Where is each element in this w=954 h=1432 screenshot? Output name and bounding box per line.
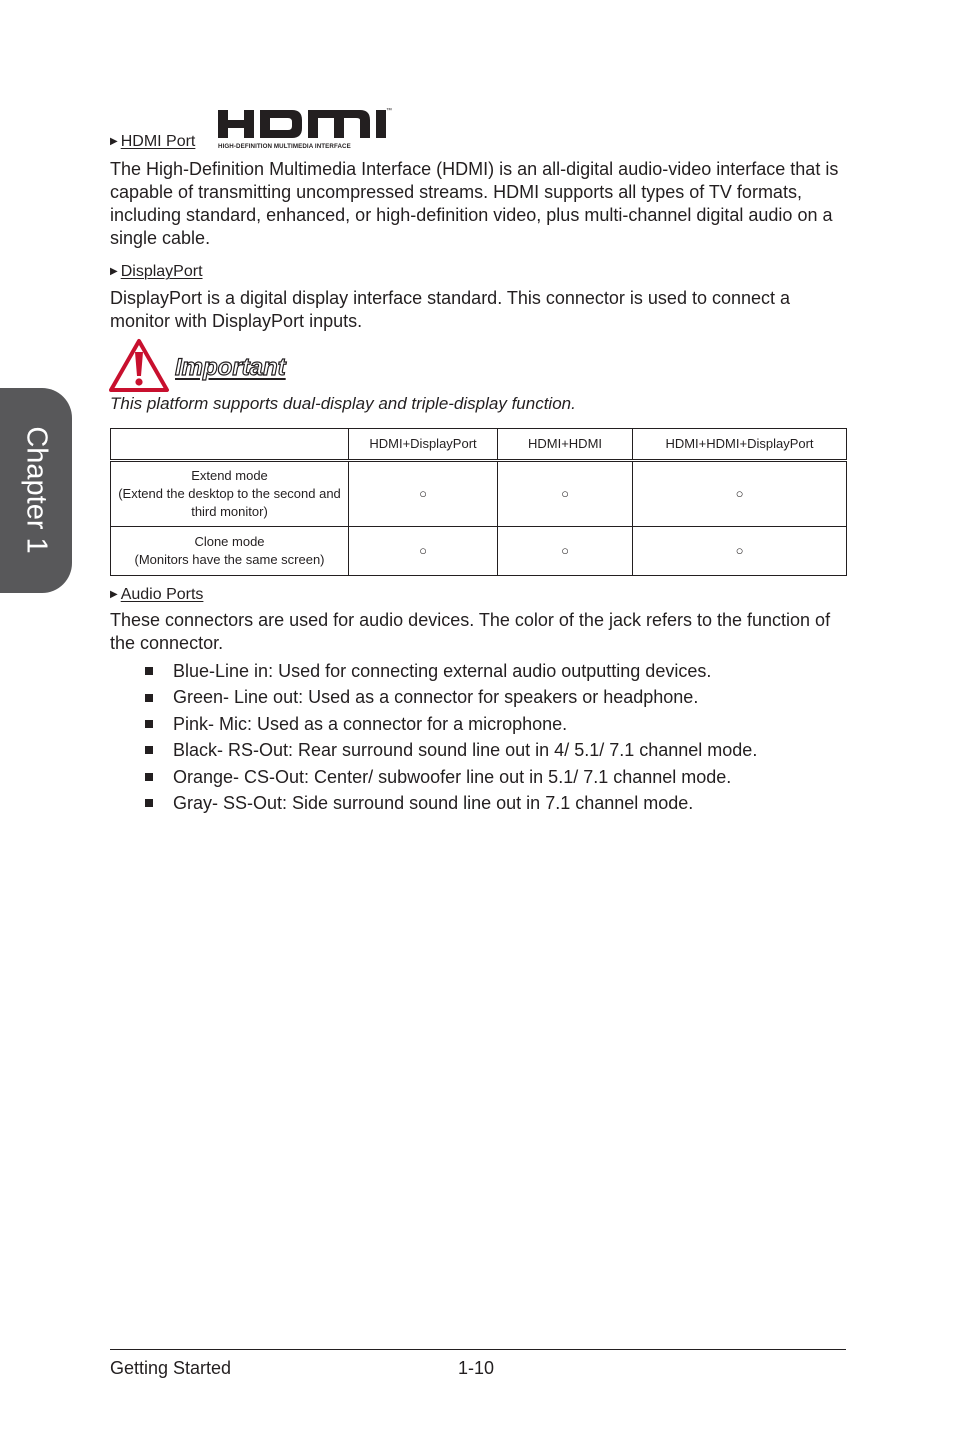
table-cell: ○ [349,461,498,527]
mode-name: Clone mode [194,534,265,549]
important-title: Important [175,354,286,381]
square-bullet-icon [145,773,153,781]
footer-section-title: Getting Started [110,1358,232,1378]
table-header-cell: HDMI+DisplayPort [349,429,498,461]
warning-triangle-icon [108,338,170,393]
list-item [140,737,757,763]
hdmi-logo-mark [216,108,398,144]
table-header-row [111,429,847,461]
list-item [140,684,757,710]
list-item-text: Orange- CS-Out: Center/ subwoofer line out in 5.1/ 7.1 channel mode. [173,766,732,787]
important-note: This platform supports dual-display and triple-display function. [110,394,576,413]
mode-name: Extend mode [191,468,268,483]
table-row-label [111,527,349,576]
displayport-heading-text: DisplayPort [120,263,203,280]
list-item-text: Pink- Mic: Used as a connector for a microphone. [173,713,568,734]
list-item [140,764,757,790]
audio-ports-heading [110,585,203,605]
hdmi-logo-tagline: HIGH-DEFINITION MULTIMEDIA INTERFACE [218,143,351,150]
table-row [111,527,847,576]
triangle-bullet-icon: ▶ [110,589,118,600]
hdmi-logo [216,108,398,152]
table-cell: ○ [349,527,498,576]
trademark-symbol: ™ [386,108,392,114]
table-cell: ○ [498,461,633,527]
square-bullet-icon [145,694,153,702]
mode-description: (Monitors have the same screen) [134,552,325,567]
list-item [140,790,757,816]
list-item-text: Blue-Line in: Used for connecting external audio outputting devices. [173,661,712,681]
audio-ports-heading-text: Audio Ports [120,586,204,603]
chapter-tab [0,388,72,593]
square-bullet-icon [145,667,153,675]
triangle-bullet-icon: ▶ [110,136,118,147]
footer-divider [110,1349,846,1350]
table-cell: ○ [633,461,847,527]
list-item [140,711,757,737]
table-header-cell [111,429,349,461]
page-number: 1-10 [458,1358,495,1378]
list-item-text: Black- RS-Out: Rear surround sound line out in 4/ 5.1/ 7.1 channel mode. [173,740,758,761]
hdmi-description: The High-Definition Multimedia Interface (HDMI) is an all-digital audio-video interface that is capable of transmitting uncompressed streams. HDMI supports all types of TV formats, including standard, enhanced, or high-definition video, plus multi-channel digital audio on a single cable. [110,159,839,248]
displayport-description: DisplayPort is a digital display interface standard. This connector is used to connect a monitor with DisplayPort inputs. [110,288,791,331]
list-item-text: Green- Line out: Used as a connector for speakers or headphone. [173,687,699,708]
list-item [140,658,757,684]
square-bullet-icon [145,746,153,754]
square-bullet-icon [145,799,153,807]
display-mode-table [110,428,847,576]
table-row-label [111,461,349,527]
displayport-heading [110,262,203,282]
table-cell: ○ [498,527,633,576]
table-header-cell: HDMI+HDMI+DisplayPort [633,429,847,461]
table-header-cell: HDMI+HDMI [498,429,633,461]
mode-description: (Extend the desktop to the second and third monitor) [118,486,341,519]
triangle-bullet-icon: ▶ [110,266,118,277]
audio-jack-list [140,658,757,816]
audio-ports-description: These connectors are used for audio devices. The color of the jack refers to the function of the connector. [110,610,831,653]
hdmi-port-heading [110,132,195,152]
list-item-text: Gray- SS-Out: Side surround sound line out in 7.1 channel mode. [173,792,694,813]
table-row [111,461,847,527]
hdmi-port-heading-text: HDMI Port [120,133,196,150]
square-bullet-icon [145,720,153,728]
chapter-tab-label: Chapter 1 [20,426,53,554]
table-cell: ○ [633,527,847,576]
